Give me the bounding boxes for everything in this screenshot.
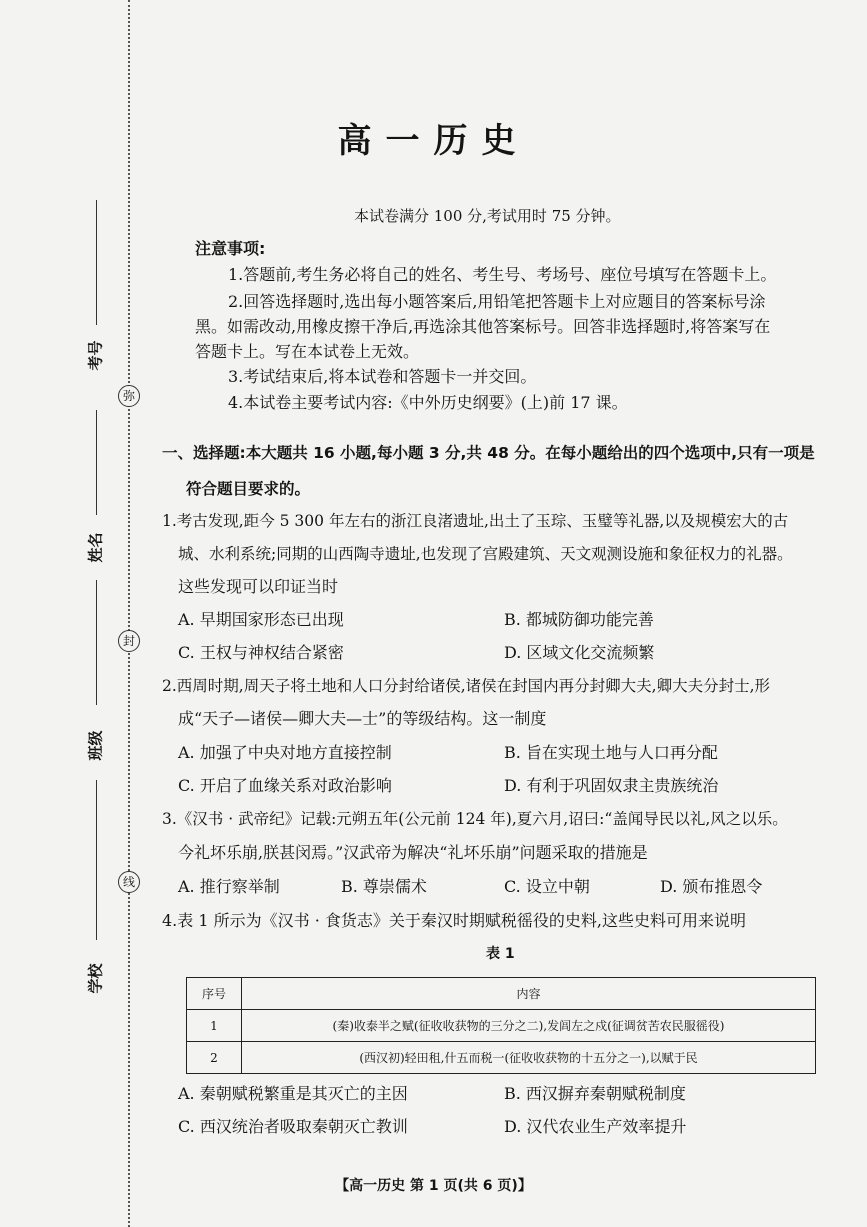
q2-option-a: A. 加强了中央对地方直接控制 xyxy=(178,743,392,762)
q3-option-d: D. 颁布推恩令 xyxy=(660,877,763,896)
table-caption: 表 1 xyxy=(486,946,515,962)
page-title: 高一历史 xyxy=(337,121,530,161)
q4-option-a: A. 秦朝赋税繁重是其灭亡的主因 xyxy=(178,1084,408,1103)
seal-char-feng: 封 xyxy=(118,630,140,652)
seal-char-xian: 线 xyxy=(118,871,140,893)
notice-item-2: 2.回答选择题时,选出每小题答案后,用铅笔把答题卡上对应题目的答案标号涂 xyxy=(228,292,766,311)
field-line-exam-number xyxy=(96,200,97,325)
section-heading-cont: 符合题目要求的。 xyxy=(186,480,311,498)
section-heading: 一、选择题:本大题共 16 小题,每小题 3 分,共 48 分。在每小题给出的四个选项中,只有一项是 xyxy=(162,444,815,462)
q2-option-d: D. 有利于巩固奴隶主贵族统治 xyxy=(504,776,719,795)
q1-line-3: 这些发现可以印证当时 xyxy=(178,577,339,596)
q4-option-d: D. 汉代农业生产效率提升 xyxy=(504,1117,687,1136)
table-cell-content: (西汉初)轻田租,什五而税一(征收收获物的十五分之一),以赋于民 xyxy=(242,1042,816,1074)
table-header-row xyxy=(187,978,816,1010)
q2-line-1: 2.西周时期,周天子将土地和人口分封给诸侯,诸侯在封国内再分封卿大夫,卿大夫分封士,形 xyxy=(162,677,770,695)
q3-line-2: 今礼坏乐崩,朕甚闵焉。”汉武帝为解决“礼坏乐崩”问题采取的措施是 xyxy=(178,843,648,862)
q1-line-1: 1.考古发现,距今 5 300 年左右的浙江良渚遗址,出土了玉琮、玉璧等礼器,以及规模宏大的古 xyxy=(162,512,789,530)
q3-line-1: 3.《汉书 · 武帝纪》记载:元朔五年(公元前 124 年),夏六月,诏曰:“盖闻导民以礼,风之以乐。 xyxy=(162,810,788,828)
q3-option-b: B. 尊崇儒术 xyxy=(341,877,427,896)
q4-option-b: B. 西汉摒弃秦朝赋税制度 xyxy=(504,1084,686,1103)
field-label-name: 姓名 xyxy=(86,532,105,563)
table-row xyxy=(187,1042,816,1074)
seal-dotted-line xyxy=(128,0,130,1227)
q1-option-d: D. 区域文化交流频繁 xyxy=(504,643,655,662)
page-footer: 【高一历史 第 1 页(共 6 页)】 xyxy=(335,1178,532,1194)
q1-option-a: A. 早期国家形态已出现 xyxy=(178,610,344,629)
q3-option-a: A. 推行察举制 xyxy=(178,877,280,896)
q3-option-c: C. 设立中朝 xyxy=(504,877,590,896)
seal-char-mi: 弥 xyxy=(118,385,140,407)
table-header-index: 序号 xyxy=(187,978,242,1010)
field-line-name xyxy=(96,410,97,515)
table-row xyxy=(187,1010,816,1042)
table-1 xyxy=(186,977,816,1074)
notice-item-1: 1.答题前,考生务必将自己的姓名、考生号、考场号、座位号填写在答题卡上。 xyxy=(228,265,777,284)
q1-option-b: B. 都城防御功能完善 xyxy=(504,610,654,629)
notice-item-2-cont2: 答题卡上。写在本试卷上无效。 xyxy=(195,342,420,361)
q2-option-c: C. 开启了血缘关系对政治影响 xyxy=(178,776,392,795)
notice-item-4: 4.本试卷主要考试内容:《中外历史纲要》(上)前 17 课。 xyxy=(228,393,628,412)
notice-item-3: 3.考试结束后,将本试卷和答题卡一并交回。 xyxy=(228,367,537,386)
q4-line-1: 4.表 1 所示为《汉书 · 食货志》关于秦汉时期赋税徭役的史料,这些史料可用来说明 xyxy=(162,911,746,930)
q1-option-c: C. 王权与神权结合紧密 xyxy=(178,643,344,662)
notice-heading: 注意事项: xyxy=(195,239,266,258)
exam-info: 本试卷满分 100 分,考试用时 75 分钟。 xyxy=(354,207,621,225)
table-cell-index: 2 xyxy=(187,1042,242,1074)
q2-option-b: B. 旨在实现土地与人口再分配 xyxy=(504,743,718,762)
q4-option-c: C. 西汉统治者吸取秦朝灭亡教训 xyxy=(178,1117,408,1136)
field-line-class xyxy=(96,580,97,705)
notice-item-2-cont: 黑。如需改动,用橡皮擦干净后,再选涂其他答案标号。回答非选择题时,将答案写在 xyxy=(195,317,771,336)
field-label-class: 班级 xyxy=(86,730,105,761)
field-label-school: 学校 xyxy=(86,963,105,994)
table-cell-index: 1 xyxy=(187,1010,242,1042)
q1-line-2: 城、水利系统;同期的山西陶寺遗址,也发现了宫殿建筑、天文观测设施和象征权力的礼器。 xyxy=(178,545,793,563)
field-label-exam-number: 考号 xyxy=(86,340,105,371)
table-cell-content: (秦)收泰半之赋(征收收获物的三分之二),发闾左之戍(征调贫苦农民服徭役) xyxy=(242,1010,816,1042)
q2-line-2: 成“天子—诸侯—卿大夫—士”的等级结构。这一制度 xyxy=(178,709,547,728)
field-line-school xyxy=(96,780,97,940)
table-header-content: 内容 xyxy=(242,978,816,1010)
